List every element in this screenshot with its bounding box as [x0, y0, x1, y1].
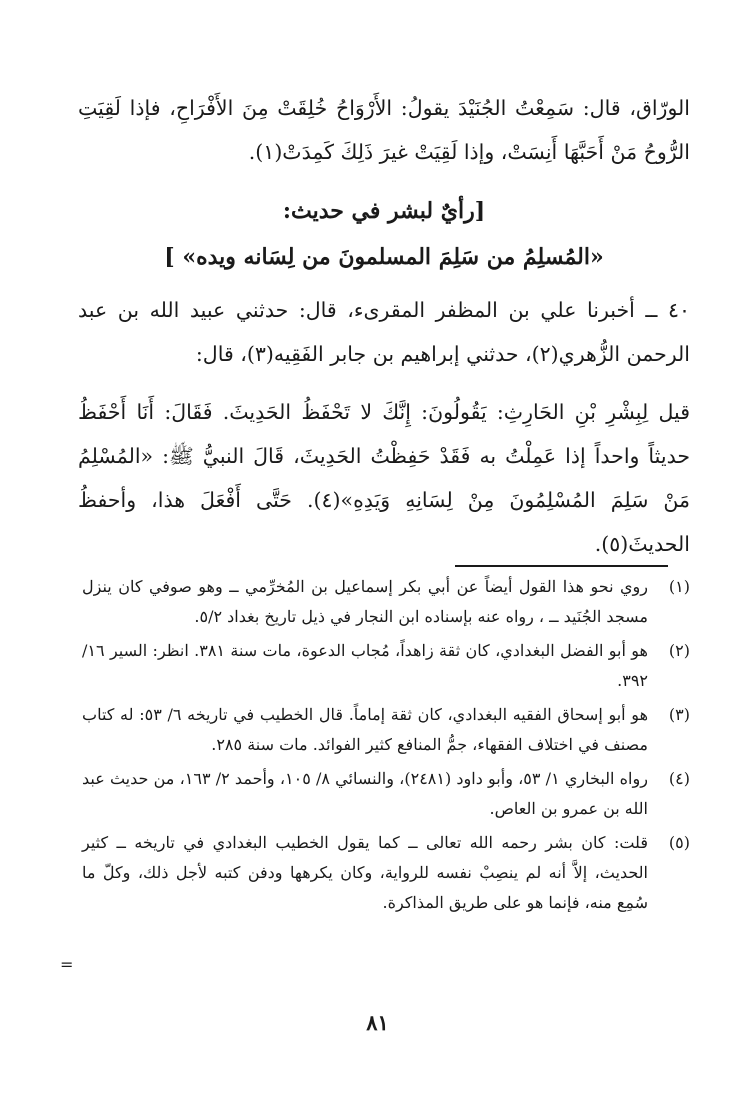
narration-paragraph-40: ٤٠ ــ أخبرنا علي بن المظفر المقرىء، قال: حدثني عبيد الله بن عبد الرحمن الزُّهري(٢)، حدثني إبراهيم بن جابر الفَقِيه(٣)، قال: [78, 298, 690, 366]
footnote-item [82, 700, 690, 760]
quote-paragraph: قيل لِبِشْرِ بْنِ الحَارِثِ: يَقُولُونَ: إِنَّكَ لا تَحْفَظُ الحَدِيثَ. فَقَالَ: أَنَا أَحْفَظُ حديثاً واحداً إذا عَمِلْتُ به فَقَدْ حَفِظْتُ الحَدِيثَ، قَالَ النبيُّ ﷺ: «المُسْلِمُ مَنْ سَلِمَ المُسْلِمُونَ مِنْ لِسَانِهِ وَيَدِهِ»(٤). حَتَّى أَفْعَلَ هذا، وأحفظُ الحديثَ(٥). [78, 400, 690, 556]
page-number: ٨١ [366, 1010, 389, 1035]
footnotes [82, 572, 690, 922]
footnote-number: (٥) [668, 833, 690, 852]
footnote-item [82, 764, 690, 824]
footnote-item [82, 828, 690, 918]
footnote-item [82, 636, 690, 696]
footnote-text: قلت: كان بشر رحمه الله تعالى ــ كما يقول الخطيب البغدادي في تاريخه ــ كثير الحديث، إلاَّ أنه لم ينصِبْ نفسه للرواية، وكان يكرهها ودفن كتبه لأجل ذلك، وكلّ ما سُمِع منه، فإنما هو على طريق المذاكرة. [82, 833, 648, 912]
section-heading-line-1: [رأيٌ لبشر في حديث: [282, 198, 486, 224]
footnote-item [82, 572, 690, 632]
section-heading-line-2: «المُسلِمُ من سَلِمَ المسلمونَ من لِسَانه ويده» ] [164, 244, 604, 270]
main-text [78, 86, 690, 566]
continuation-mark: = [60, 955, 74, 974]
footnote-text: هو أبو إسحاق الفقيه البغدادي، كان ثقة إماماً. قال الخطيب في تاريخه ٦/ ٥٣: له كتاب مصنف في اختلاف الفقهاء، جمُّ المنافع كثير الفوائد. مات سنة ٢٨٥. [82, 705, 649, 754]
footnote-number: (٣) [668, 705, 690, 724]
footnote-text: هو أبو الفضل البغدادي، كان ثقة زاهداً، مُجاب الدعوة، مات سنة ٣٨١. انظر: السير ١٦/ ٣٩٢. [82, 641, 648, 690]
footnote-number: (١) [668, 577, 690, 596]
footnote-text: روي نحو هذا القول أيضاً عن أبي بكر إسماعيل بن المُخرِّمي ــ وهو صوفي كان ينزل مسجد الجُنَيد ــ ، رواه عنه بإسناده ابن النجار في ذيل تاريخ بغداد ٥/٢. [82, 577, 648, 626]
footnote-text: رواه البخاري ١/ ٥٣، وأبو داود (٢٤٨١)، والنسائي ٨/ ١٠٥، وأحمد ٢/ ١٦٣، من حديث عبد الله بن عمرو بن العاص. [82, 769, 648, 818]
footnote-number: (٢) [668, 641, 690, 660]
footnote-number: (٤) [668, 769, 690, 788]
intro-paragraph: الورّاق، قال: سَمِعْتُ الجُنَيْدَ يقولُ: الأَرْوَاحُ خُلِقَتْ مِنَ الأَفْرَاحِ، فإذا لَقِيَتِ الرُّوحُ مَنْ أَحَبَّهَا أَنِسَتْ، وإذا لَقِيَتْ غيرَ ذَلِكَ كَمِدَتْ(١). [78, 96, 690, 164]
footnote-divider [455, 565, 668, 567]
